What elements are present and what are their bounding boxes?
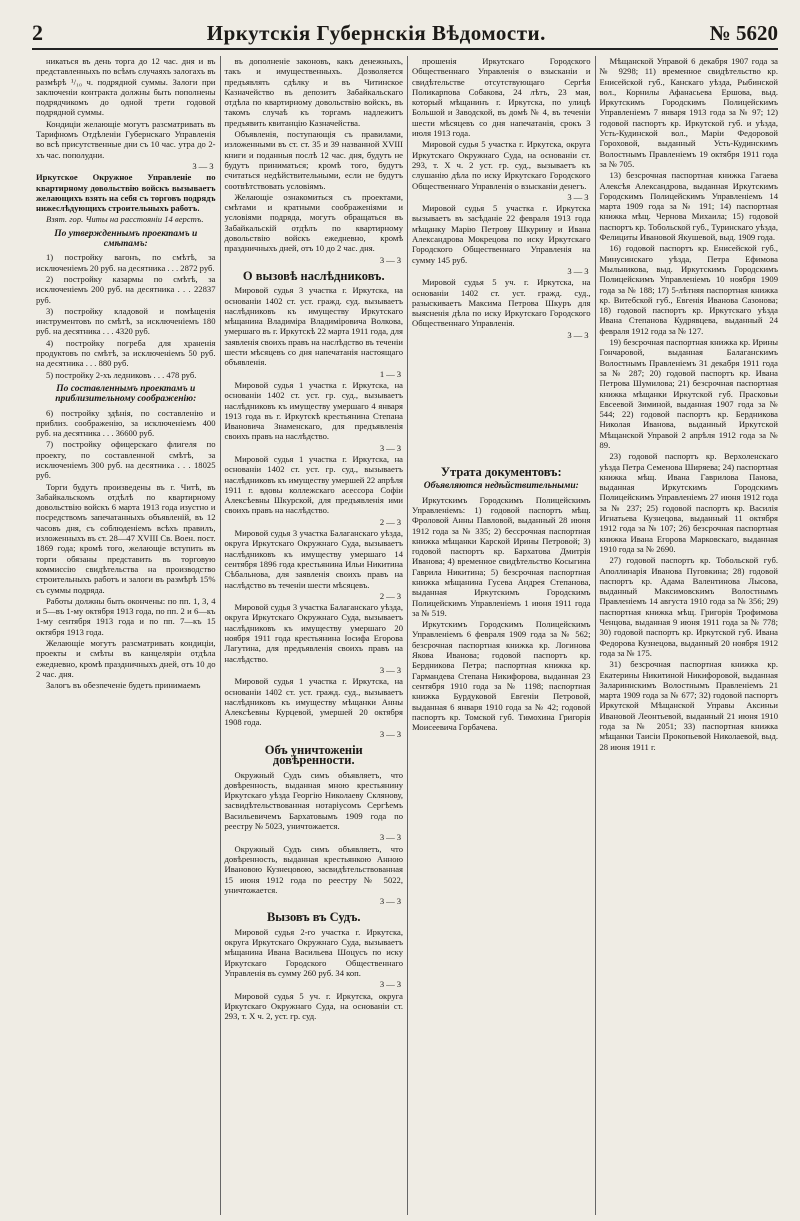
column-spacer bbox=[412, 341, 591, 461]
section-subheading: По утвержденнымъ проектамъ и смѣтамъ: bbox=[54, 228, 198, 250]
text-paragraph: Иркутскимъ Городскимъ Полицейскимъ Управленіемъ 6 февраля 1909 года за № 562; безсрочная паспортная книжка кр. Логинова Якова Иванова; годовой паспортъ кр. Бердникова Петра; паспортная книжка кр. Гармандева Степана Никифорова, выданная 23 сентября 1910 года за № 1198; паспортная книжка Бурдуковой Евгеніи Петровой, выданная 6 января 1910 года за № 42; годовой паспортъ кр. Томской губ. Тимохина Григорія Моисеевича Горбачева. bbox=[412, 619, 591, 733]
text-paragraph: Мировой судья 1 участка г. Иркутска, на основаніи 1402 ст. уст. гражд. суд., вызываетъ наслѣдниковъ къ имуществу мѣщанки Анны Алексѣевны Курцевой, умершей 20 октября 1908 года. bbox=[224, 676, 403, 728]
issue-marker: 2—3 bbox=[379, 590, 403, 601]
text-paragraph: Мировой судья 3 участка г. Иркутска, на основаніи 1402 ст. уст. гражд. суд. вызываетъ наслѣдниковъ къ имуществу Иркутскаго мѣщанина Владиміра Владиміровича Волкова, умершаго въ г. Иркутскѣ 22 марта 1911 года, для заявленія своихъ правъ на наслѣдство въ теченіи шести мѣсяцевъ со дня напечатанія настоящаго объявленія. bbox=[224, 285, 403, 368]
text-paragraph: 27) годовой паспортъ кр. Тобольской губ. Аполлинарія Иванова Пуговкина; 28) годовой паспортъ кр. Адама Валентинова Лысова, выданный Максимовскимъ Волостнымъ Правленіемъ 14 августа 1910 года за № 356; 29) паспортная книжка мѣщ. Григорія Трофимова Ченцова, выданная 9 июня 1911 года за № 778; 30) годовой паспортъ кр. Иркутской губ. Ивана Федорова Кузнецова, выданный 20 ноября 1912 года за № 175. bbox=[599, 555, 778, 658]
text-paragraph: Мировой судья 2-го участка г. Иркутска, округа Иркутскаго Окружнаго Суда, вызываетъ мѣщанина Ивана Васильева Шоцусъ по иску Иркутскаго Городского Общественнаго Управленія въ сумму 260 руб. 34 коп. bbox=[224, 926, 403, 978]
issue-marker: 3—3 bbox=[379, 442, 403, 453]
section-heading: О вызовѣ наслѣдниковъ. bbox=[242, 268, 385, 283]
issue-marker: 3—3 bbox=[567, 191, 591, 202]
text-paragraph: 31) безсрочная паспортная книжка кр. Екатерины Никитиной Никифоровой, выданная Залариннскимъ Волостнымъ Правленіемъ 21 марта 1909 года за № 677; 32) годовой паспортъ Иркутской Мѣщанской Управы Аксиньи Ивановой Леонтьевой, выданный 21 июня 1910 года за № 2051; 33) паспортная книжка мѣщанки Таисіи Прокопьевой Николаевой, выд. 28 июня 1911 г. bbox=[599, 659, 778, 752]
text-paragraph: Торги будутъ произведены въ г. Читѣ, въ Забайкальскомъ отдѣлѣ по квартирному довольствію войскъ 6 марта 1913 года изустно и посредствомъ запечатанныхъ объявленій, въ 12 часовъ дня, съ соблюденіемъ всѣхъ правилъ, изложенныхъ въ ст. 28—47 XVIII Св. Воен. пост. 1869 года; кромѣ того, желающіе вступить въ торги обязаны представить въ торговую коммиссію свидѣтельства на производство строительныхъ работъ и залоги въ размѣрѣ 15% съ суммы подряда. bbox=[36, 481, 216, 595]
text-paragraph: 16) годовой паспортъ кр. Енисейской губ., Минусинскаго уѣзда, Петра Ефимова Мыльникова, выд. Иркутскимъ Городскимъ Полицейскимъ Управленіемъ 10 ноября 1909 года за № 188; 17) 5-лѣтняя паспортная книжка кр. Витебской губ., Евгенія Иванова Сазонова; 18) годовой паспортъ кр. Иркутскаго уѣзда Ивана Степанова Кудрявцева, выданный 24 февраля 1912 года за № 127. bbox=[599, 243, 778, 336]
issue-marker: 3—3 bbox=[192, 160, 216, 171]
text-paragraph: Работы должны быть окончены: по пп. 1, 3, 4 и 5—въ 1-му октября 1913 года, по пп. 2 и 6—къ 1-му сентября 1913 года и по пп. 7—къ 15 октября 1913 года. bbox=[36, 595, 216, 637]
list-item: 6) постройку здѣнія, по составленію и приблиз. соображенію, за исключеніемъ 400 руб. на десятника . . . 36600 руб. bbox=[36, 407, 216, 439]
section-subheading: По составленнымъ проектамъ и приблизительному соображенію: bbox=[55, 383, 197, 405]
text-paragraph: Мировой судья 5 уч. г. Иркутска, округа Иркутскаго Окружнаго Суда, на основаніи ст. 293, т. X ч. 2, уст. гр. суд. bbox=[224, 990, 403, 1022]
text-paragraph: Объявленія, поступающія съ правилами, изложенными въ ст. ст. 35 и 39 названной XVIII книги и поданныя послѣ 12 час. дня, будутъ не будутъ приниматься; кромѣ того, будутъ считаться недѣйствительными, если не будутъ соотвѣтствовать условіямъ. bbox=[224, 129, 403, 191]
text-paragraph: Взят. гор. Читы на расстояніи 14 верстъ. bbox=[46, 214, 204, 225]
text-paragraph: Окружный Судъ симъ объявляетъ, что довѣренность, выданная крестьянкою Анною Ивановою Кузнецовою, засвидѣтельствованная 15 июня 1912 года по реестру № 5022, уничтожается. bbox=[224, 843, 403, 895]
text-paragraph: 19) безсрочная паспортная книжка кр. Ирины Гончаровой, выданная Балаганскимъ Волостнымъ Правленіемъ 31 декабря 1911 года за № 287; 20) годовой паспортъ кр. Ивана Петрова Шумилова; 21) безсрочная паспортная книжка мѣщанки Иркутской губ. Прасковьи Евсеевой Зиминой, выданная 1907 года за № 544; 22) годовой паспортъ кр. Бердникова Николая Иванова, выданный Иркутской Мѣщанской Управой 2 апрѣля 1912 года за № 89. bbox=[599, 337, 778, 450]
issue-marker: 3—3 bbox=[379, 254, 403, 265]
issue-number: № 5620 bbox=[709, 20, 778, 45]
issue-marker: 3—3 bbox=[379, 979, 403, 990]
issue-marker: 3—3 bbox=[379, 832, 403, 843]
issue-marker: 3—3 bbox=[567, 265, 591, 276]
text-paragraph: Мѣщанской Управой 6 декабря 1907 года за № 9298; 11) временное свидѣтельство кр. Енисейской губ., Канскаго уѣзда, Рыбинской вол., Корнилы Афанасьева Ершова, выд. Иркутскимъ Городскимъ Полицейскимъ Управленіемъ 7 января 1913 года за № 97; 12) годовой паспортъ кр. Иркутской губ. и уѣзда, Усть-Кудинской вол., Маріи Федоровой Гороховой, выданный Усть-Кудинскимъ Волостнымъ Правленіемъ 19 октября 1911 года за № 705. bbox=[599, 56, 778, 169]
list-item: 7) постройку офицерскаго флигеля по проекту, по составленной смѣтѣ, за исключеніемъ 300 руб. на десятника . . . 18025 руб. bbox=[36, 439, 216, 481]
column-4 bbox=[595, 56, 783, 1215]
section-heading: Вызовъ въ Судъ. bbox=[266, 910, 361, 925]
text-paragraph: Желающіе могутъ разсматривать кондиціи, проекты и смѣты въ канцеляріи отдѣла ежедневно, кромѣ праздничныхъ дней, отъ 10 до 2 час. дня. bbox=[36, 638, 216, 679]
text-paragraph: Мировой судья 3 участка Балаганскаго уѣзда, округа Иркутскаго Окружнаго Суда, вызываетъ наслѣдниковъ къ имуществу умершаго 20 ноября 1911 года крестьянина Іосифа Егорова Лагутина, для предъявленія своихъ правъ на наслѣдство. bbox=[224, 602, 403, 664]
issue-marker: 3—3 bbox=[567, 329, 591, 340]
text-paragraph: въ дополненіе законовъ, какъ денежныхъ, такъ и имущественныхъ. Дозволяется предъявлять сдѣлку и въ Читинское Казначейство въ депозитъ Забайкальскаго отдѣла по квартирному довольствію войскъ, въ такомъ случаѣ къ торгамъ надлежитъ предъявить квитанцію Казначейства. bbox=[224, 56, 403, 128]
list-item: 5) постройку 2-хъ ледниковъ . . . 478 руб. bbox=[46, 369, 197, 380]
announcement-heading: Иркутское Окружное Управленіе по квартирному довольствію войскъ вызываетъ желающихъ взять на себя съ торговъ подрядъ нижеслѣдующихъ строительныхъ работъ. bbox=[36, 172, 216, 214]
newspaper-title: Иркутскія Губернскія Вѣдомости. bbox=[206, 20, 546, 45]
text-paragraph: никаться въ день торга до 12 час. дня и въ представленныхъ по всѣмъ случаяхъ залогахъ въ размѣрѣ ¹/₁₀ ч. подрядной суммы. Залоги при заключеніи контракта должны быть пополнены подрядчикомъ до одной трети годовой подрядной суммы. bbox=[36, 56, 216, 118]
text-paragraph: 23) годовой паспортъ кр. Верхоленскаго уѣзда Петра Семенова Ширяева; 24) паспортная книжка мѣщ. Ивана Гаврилова Панова, выданная Иркутскимъ Городскимъ Полицейскимъ Управленіемъ 27 июня 1912 года за № 237; 25) годовой паспортъ кр. Василія Игнатьева Кузнецова, выданный 11 октября 1912 года за № 107; 26) безсрочная паспортная книжка Ивана Егорова Марковскаго, выданная 1910 года за № 2690. bbox=[599, 451, 778, 554]
text-paragraph: Мировой судья 5 уч. г. Иркутска, на основаніи 1402 ст. уст. гражд. суд., разыскиваетъ Максима Петрова Шкуръ для выясненія дѣла по иску Иркутскаго Городского Общественнаго Управленія. bbox=[412, 277, 591, 329]
list-item: 2) постройку казармы по смѣтѣ, за исключеніемъ 200 руб. на десятника . . . 22837 руб. bbox=[36, 273, 216, 305]
issue-marker: 3—3 bbox=[379, 728, 403, 739]
column-3 bbox=[407, 56, 595, 1215]
issue-marker: 3—3 bbox=[379, 664, 403, 675]
text-paragraph: прошенія Иркутскаго Городского Общественнаго Управленія о взысканіи и свидѣтельстве отсутствующаго Сергѣя Поликарпова Собакова, 24 лѣтъ, 23 мая, который мѣщанинъ г. Иркутска, по улицѣ Большой и Заводской, въ домѣ № 4, въ теченіи шести мѣсяцевъ со дня напечатанія, срокъ 3 июля 1913 года. bbox=[412, 56, 591, 139]
text-paragraph: Мировой судья 5 участка г. Иркутска, округа Иркутскаго Окружнаго Суда, на основаніи ст. 293, т. X ч. 2 уст. гр. суд., вызываетъ къ слушанію дѣла по иску Иркутскаго Городского Общественнаго Управленія о взысканіи денегъ. bbox=[412, 139, 591, 191]
text-paragraph: Иркутскимъ Городскимъ Полицейскимъ Управленіемъ: 1) годовой паспортъ мѣщ. Фроловой Анны Павловой, выданный 28 июня 1912 года за № 335; 2) бессрочная паспортная книжка мѣщанки Карской Ирины Петровой; 3) годовой паспортъ кр. Бархатова Дмитрія Иванова; 4) временное свидѣтельство Косыгина Гаврила Никитина; 5) безсрочная паспортная книжка мѣщанина Гусева Андрея Степанова, выданная Иркутскимъ Городскимъ Полицейскимъ Управленіемъ 1 июня 1911 года за № 519. bbox=[412, 494, 591, 618]
section-heading: Утрата документовъ: bbox=[440, 465, 562, 480]
column-2 bbox=[220, 56, 408, 1215]
section-subheading: Объявляются недѣйствительными: bbox=[423, 481, 579, 492]
text-paragraph: Окружный Судъ симъ объявляетъ, что довѣренность, выданная мною крестьянину Иркутскаго уѣзда Георгію Николаеву Склянову, засвидѣтельствованная нотаріусомъ Сергѣемъ Васильевичемъ Бархатовымъ 1909 года по реестру № 5023, уничтожается. bbox=[224, 769, 403, 832]
issue-marker: 3—3 bbox=[379, 896, 403, 907]
text-paragraph: Мировой судья 5 участка г. Иркутска вызываетъ въ засѣданіе 22 февраля 1913 года мѣщанку Марію Петрову Шкурину и Ивана Александрова Мокрецова по иску Иркутскаго Городского Общественнаго Управленія на сумму 145 руб. bbox=[412, 203, 591, 265]
text-paragraph: Мировой судья 1 участка г. Иркутска, на основаніи 1402 ст. уст. гр. суд., вызываетъ наслѣдниковъ къ имуществу умершаго 4 января 1913 года въ г. Иркутскѣ крестьянина Степана Ивановича Знаменскаго, для предъявленія своихъ правъ на наслѣдство. bbox=[224, 379, 403, 442]
section-heading: Объ уничтоженіи довѣренности. bbox=[264, 743, 363, 768]
text-paragraph: Кондиціи желающіе могутъ разсматривать въ Тарифномъ Отдѣленіи Губернскаго Управленія во всѣ присутственные дни съ 10 час. утра до 2-хъ час. пополудни. bbox=[36, 118, 216, 160]
list-item: 4) постройку погреба для храненія продуктовъ по смѣтѣ, за исключеніемъ 50 руб. на десятника . . . 880 руб. bbox=[36, 337, 216, 369]
text-paragraph: Мировой судья 1 участка г. Иркутска, на основаніи 1402 ст. уст. гр. суд., вызываетъ наслѣдниковъ къ имуществу умершей 22 апрѣля 1911 г. вдовы коллежскаго асессора Софіи Алексѣевны Шкурской, для предъявленія ими своихъ правъ на наслѣдство. bbox=[224, 453, 403, 516]
text-paragraph: Мировой судья 3 участка Балаганскаго уѣзда, округа Иркутскаго Окружнаго Суда, вызываетъ наслѣдниковъ къ имуществу умершаго 14 сентября 1896 года крестьянина Ильи Никитина Сѣбальнова, для заявленія своихъ правъ на наслѣдство въ теченіи шести мѣсяцевъ. bbox=[224, 528, 403, 590]
page-number: 2 bbox=[32, 20, 43, 45]
list-item: 1) постройку вагонъ, по смѣтѣ, за исключеніемъ 20 руб. на десятника . . . 2872 руб. bbox=[36, 252, 216, 273]
issue-marker: 2—3 bbox=[379, 516, 403, 527]
list-item: 3) постройку кладовой и помѣщенія инструментовъ по смѣтѣ, за исключеніемъ 180 руб. на десятника . . . 4320 руб. bbox=[36, 305, 216, 337]
column-1 bbox=[32, 56, 220, 1215]
text-paragraph: 13) безсрочная паспортная книжка Гагаева Алексѣя Александрова, выданная Иркутскимъ Городскимъ Полицейскимъ Управленіемъ 14 марта 1909 года за № 191; 14) паспортная книжка мѣщ. Чернова Михаила; 15) годовой паспортъ кр. Тобольской губ., Туринскаго уѣзда, Фелициты Ивановой Якушевой, выд. 1909 года. bbox=[599, 170, 778, 243]
text-paragraph: Желающіе ознакомиться съ проектами, смѣтами и кратными соображеніями и условіями подряда, могутъ обращаться въ Забайкальскій отдѣлъ по квартирному довольствію войскъ ежедневно, кромѣ праздничныхъ дней, отъ 10 до 2 час. дня. bbox=[224, 191, 403, 254]
columns bbox=[32, 56, 782, 1215]
issue-marker: 1—3 bbox=[379, 368, 403, 379]
page-header bbox=[32, 18, 778, 50]
text-paragraph: Залогъ въ обезпеченіе будетъ принимаемъ bbox=[46, 680, 201, 691]
